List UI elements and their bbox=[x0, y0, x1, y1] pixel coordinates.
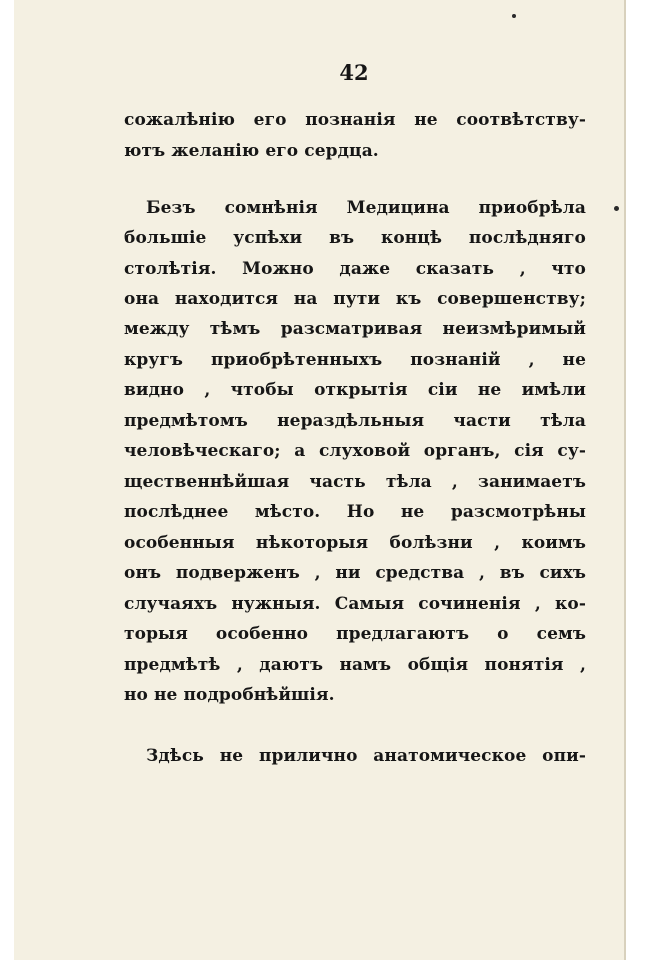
text-line: Здѣсь не прилично анатомическое опи- bbox=[146, 746, 586, 766]
text-line: столѣтія. Можно даже сказать , что bbox=[124, 259, 586, 279]
text-line: ютъ желанію его сердца. bbox=[124, 141, 379, 161]
text-line: большіе успѣхи въ концѣ послѣдняго bbox=[124, 228, 586, 248]
text-line: человѣческаго; а слуховой органъ, сія су- bbox=[124, 441, 586, 461]
page-number: 42 bbox=[339, 60, 369, 85]
scan-margin bbox=[626, 0, 663, 960]
text-line: между тѣмъ разсматривая неизмѣримый bbox=[124, 319, 586, 339]
text-line: кругъ приобрѣтенныхъ познаній , не bbox=[124, 350, 586, 370]
text-line: но не подробнѣйшія. bbox=[124, 685, 335, 705]
text-line: сожалѣнію его познанія не соотвѣтству- bbox=[124, 110, 586, 130]
ink-speck bbox=[614, 206, 619, 211]
text-line: предмѣтѣ , даютъ намъ общія понятія , bbox=[124, 655, 586, 675]
text-line: Безъ сомнѣнія Медицина приобрѣла bbox=[146, 198, 586, 218]
text-line: предмѣтомъ нераздѣльныя части тѣла bbox=[124, 411, 586, 431]
ink-speck bbox=[512, 14, 516, 18]
text-line: щественнѣйшая часть тѣла , занимаетъ bbox=[124, 472, 586, 492]
text-line: случаяхъ нужныя. Самыя сочиненія , ко- bbox=[124, 594, 586, 614]
text-line: послѣднее мѣсто. Но не разсмотрѣны bbox=[124, 502, 586, 522]
text-line: она находится на пути къ совершенству; bbox=[124, 289, 586, 309]
text-line: особенныя нѣкоторыя болѣзни , коимъ bbox=[124, 533, 586, 553]
text-line: видно , чтобы открытія сіи не имѣли bbox=[124, 380, 586, 400]
text-line: торыя особенно предлагаютъ о семъ bbox=[124, 624, 586, 644]
text-line: онъ подверженъ , ни средства , въ сихъ bbox=[124, 563, 586, 583]
